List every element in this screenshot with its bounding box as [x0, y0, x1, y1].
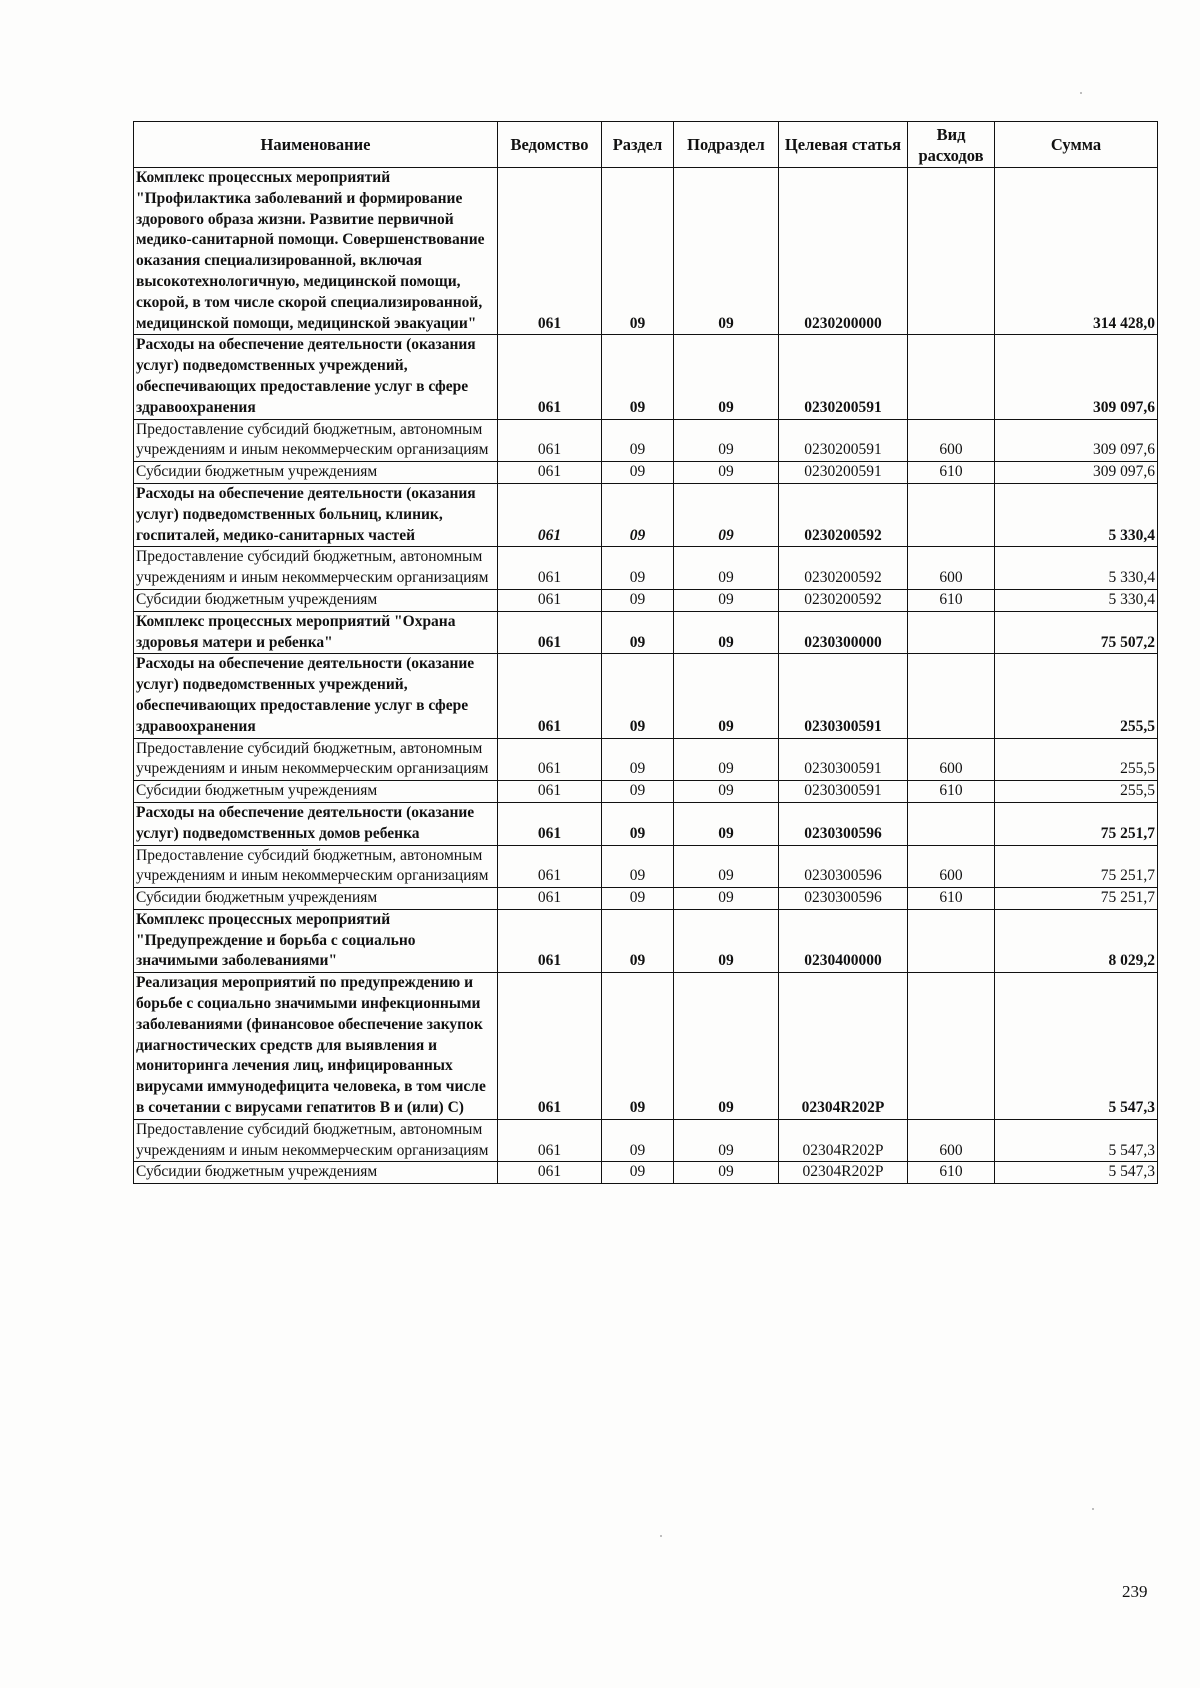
- row-section: 09: [602, 738, 674, 781]
- row-dept: 061: [498, 973, 602, 1120]
- row-section: 09: [602, 483, 674, 546]
- row-dept: 061: [498, 1119, 602, 1162]
- row-dept: 061: [498, 419, 602, 462]
- row-type: 610: [908, 462, 995, 484]
- table-row: [134, 973, 1158, 1120]
- row-name: Расходы на обеспечение деятельности (оказание услуг) подведомственных домов ребенка: [134, 802, 498, 845]
- row-sum: 5 547,3: [995, 1119, 1158, 1162]
- row-target: 0230200592: [779, 589, 908, 611]
- row-sum: 309 097,6: [995, 419, 1158, 462]
- table-row: [134, 781, 1158, 803]
- row-type: 610: [908, 589, 995, 611]
- table-row: [134, 335, 1158, 419]
- row-section: 09: [602, 802, 674, 845]
- scan-speck: [1092, 1508, 1094, 1510]
- row-target: 0230200591: [779, 419, 908, 462]
- row-subsection: 09: [674, 462, 779, 484]
- row-target: 0230300596: [779, 888, 908, 910]
- row-name: Комплекс процессных мероприятий "Предупреждение и борьба с социально значимыми заболеваниями": [134, 909, 498, 972]
- row-dept: 061: [498, 738, 602, 781]
- row-name: Предоставление субсидий бюджетным, автономным учреждениям и иным некоммерческим организациям: [134, 547, 498, 590]
- row-section: 09: [602, 335, 674, 419]
- table-row: [134, 419, 1158, 462]
- row-subsection: 09: [674, 589, 779, 611]
- row-section: 09: [602, 973, 674, 1120]
- table-header-row: [134, 122, 1158, 168]
- table-row: [134, 589, 1158, 611]
- row-type: [908, 802, 995, 845]
- row-subsection: 09: [674, 802, 779, 845]
- row-name: Комплекс процессных мероприятий "Охрана здоровья матери и ребенка": [134, 611, 498, 654]
- row-dept: 061: [498, 845, 602, 888]
- row-type: 600: [908, 419, 995, 462]
- row-sum: 5 330,4: [995, 589, 1158, 611]
- row-sum: 255,5: [995, 654, 1158, 738]
- row-type: [908, 168, 995, 335]
- table-row: [134, 1119, 1158, 1162]
- row-target: 0230300591: [779, 781, 908, 803]
- row-type: 600: [908, 845, 995, 888]
- row-name: Предоставление субсидий бюджетным, автономным учреждениям и иным некоммерческим организациям: [134, 419, 498, 462]
- table-row: [134, 909, 1158, 972]
- row-section: 09: [602, 845, 674, 888]
- row-dept: 061: [498, 462, 602, 484]
- row-section: 09: [602, 611, 674, 654]
- header-type: Вид расходов: [908, 122, 995, 168]
- row-sum: 75 251,7: [995, 845, 1158, 888]
- row-subsection: 09: [674, 781, 779, 803]
- table-row: [134, 654, 1158, 738]
- row-target: 0230300591: [779, 738, 908, 781]
- row-subsection: 09: [674, 547, 779, 590]
- row-dept: 061: [498, 781, 602, 803]
- row-name: Субсидии бюджетным учреждениям: [134, 781, 498, 803]
- row-subsection: 09: [674, 845, 779, 888]
- row-type: 600: [908, 1119, 995, 1162]
- row-dept: 061: [498, 888, 602, 910]
- header-name: Наименование: [134, 122, 498, 168]
- row-dept: 061: [498, 654, 602, 738]
- row-target: 02304R202P: [779, 1119, 908, 1162]
- row-target: 0230300591: [779, 654, 908, 738]
- row-dept: 061: [498, 589, 602, 611]
- header-section: Раздел: [602, 122, 674, 168]
- row-target: 0230400000: [779, 909, 908, 972]
- row-subsection: 09: [674, 1119, 779, 1162]
- row-dept: 061: [498, 802, 602, 845]
- row-name: Предоставление субсидий бюджетным, автономным учреждениям и иным некоммерческим организациям: [134, 845, 498, 888]
- row-subsection: 09: [674, 1162, 779, 1184]
- row-sum: 314 428,0: [995, 168, 1158, 335]
- row-subsection: 09: [674, 654, 779, 738]
- row-sum: 309 097,6: [995, 335, 1158, 419]
- row-subsection: 09: [674, 738, 779, 781]
- row-name: Расходы на обеспечение деятельности (оказания услуг) подведомственных учреждений, обеспечивающих предоставление услуг в сфере здравоохранения: [134, 335, 498, 419]
- scan-speck: [1080, 92, 1082, 94]
- row-sum: 75 507,2: [995, 611, 1158, 654]
- header-sum: Сумма: [995, 122, 1158, 168]
- row-dept: 061: [498, 909, 602, 972]
- row-type: 600: [908, 738, 995, 781]
- table-row: [134, 611, 1158, 654]
- table-row: [134, 483, 1158, 546]
- row-type: 610: [908, 781, 995, 803]
- scan-speck: [660, 1535, 662, 1537]
- row-dept: 061: [498, 168, 602, 335]
- row-name: Предоставление субсидий бюджетным, автономным учреждениям и иным некоммерческим организациям: [134, 1119, 498, 1162]
- row-type: [908, 973, 995, 1120]
- row-target: 0230300596: [779, 802, 908, 845]
- row-type: 600: [908, 547, 995, 590]
- row-subsection: 09: [674, 888, 779, 910]
- row-target: 0230200592: [779, 547, 908, 590]
- row-section: 09: [602, 1162, 674, 1184]
- row-sum: 5 547,3: [995, 1162, 1158, 1184]
- row-type: [908, 335, 995, 419]
- row-target: 0230300596: [779, 845, 908, 888]
- row-type: 610: [908, 888, 995, 910]
- row-dept: 061: [498, 611, 602, 654]
- row-target: 0230200592: [779, 483, 908, 546]
- row-section: 09: [602, 589, 674, 611]
- row-target: 02304R202P: [779, 973, 908, 1120]
- row-section: 09: [602, 781, 674, 803]
- row-subsection: 09: [674, 909, 779, 972]
- row-type: [908, 654, 995, 738]
- row-name: Субсидии бюджетным учреждениям: [134, 1162, 498, 1184]
- row-section: 09: [602, 547, 674, 590]
- row-sum: 309 097,6: [995, 462, 1158, 484]
- row-section: 09: [602, 168, 674, 335]
- row-subsection: 09: [674, 973, 779, 1120]
- row-subsection: 09: [674, 419, 779, 462]
- row-target: 0230200591: [779, 462, 908, 484]
- row-name: Расходы на обеспечение деятельности (оказания услуг) подведомственных больниц, клиник, госпиталей, медико-санитарных частей: [134, 483, 498, 546]
- row-name: Субсидии бюджетным учреждениям: [134, 462, 498, 484]
- table-row: [134, 845, 1158, 888]
- header-dept: Ведомство: [498, 122, 602, 168]
- row-name: Комплекс процессных мероприятий "Профилактика заболеваний и формирование здорового образа жизни. Развитие первичной медико-санитарной помощи. Совершенствование оказания специализированной, включая высокотехнологичную, медицинской помощи, скорой, в том числе скорой специализированной, медицинской помощи, медицинской эвакуации": [134, 168, 498, 335]
- header-target: Целевая статья: [779, 122, 908, 168]
- row-subsection: 09: [674, 483, 779, 546]
- row-name: Реализация мероприятий по предупреждению и борьбе с социально значимыми инфекционными заболеваниями (финансовое обеспечение закупок диагностических средств для выявления и мониторинга лечения лиц, инфицированных вирусами иммунодефицита человека, в том числе в сочетании с вирусами гепатитов В и (или) С): [134, 973, 498, 1120]
- row-type: [908, 909, 995, 972]
- row-sum: 255,5: [995, 781, 1158, 803]
- budget-table: [133, 121, 1158, 1184]
- table-row: [134, 802, 1158, 845]
- row-sum: 75 251,7: [995, 802, 1158, 845]
- row-subsection: 09: [674, 611, 779, 654]
- row-section: 09: [602, 462, 674, 484]
- row-name: Субсидии бюджетным учреждениям: [134, 888, 498, 910]
- table-row: [134, 738, 1158, 781]
- row-name: Расходы на обеспечение деятельности (оказание услуг) подведомственных учреждений, обеспечивающих предоставление услуг в сфере здравоохранения: [134, 654, 498, 738]
- row-sum: 5 330,4: [995, 483, 1158, 546]
- row-sum: 8 029,2: [995, 909, 1158, 972]
- row-target: 0230200591: [779, 335, 908, 419]
- row-name: Субсидии бюджетным учреждениям: [134, 589, 498, 611]
- row-subsection: 09: [674, 335, 779, 419]
- row-section: 09: [602, 909, 674, 972]
- row-type: [908, 483, 995, 546]
- row-subsection: 09: [674, 168, 779, 335]
- row-name: Предоставление субсидий бюджетным, автономным учреждениям и иным некоммерческим организациям: [134, 738, 498, 781]
- row-section: 09: [602, 888, 674, 910]
- row-sum: 5 547,3: [995, 973, 1158, 1120]
- row-target: 0230200000: [779, 168, 908, 335]
- row-dept: 061: [498, 335, 602, 419]
- row-sum: 75 251,7: [995, 888, 1158, 910]
- row-sum: 255,5: [995, 738, 1158, 781]
- table-row: [134, 168, 1158, 335]
- page-number: 239: [1122, 1582, 1148, 1601]
- table-row: [134, 462, 1158, 484]
- row-sum: 5 330,4: [995, 547, 1158, 590]
- row-target: 0230300000: [779, 611, 908, 654]
- row-dept: 061: [498, 547, 602, 590]
- row-dept: 061: [498, 1162, 602, 1184]
- table-row: [134, 1162, 1158, 1184]
- row-type: 610: [908, 1162, 995, 1184]
- row-section: 09: [602, 1119, 674, 1162]
- row-section: 09: [602, 654, 674, 738]
- row-target: 02304R202P: [779, 1162, 908, 1184]
- row-type: [908, 611, 995, 654]
- row-dept: 061: [498, 483, 602, 546]
- table-row: [134, 547, 1158, 590]
- row-section: 09: [602, 419, 674, 462]
- table-row: [134, 888, 1158, 910]
- header-subsection: Подраздел: [674, 122, 779, 168]
